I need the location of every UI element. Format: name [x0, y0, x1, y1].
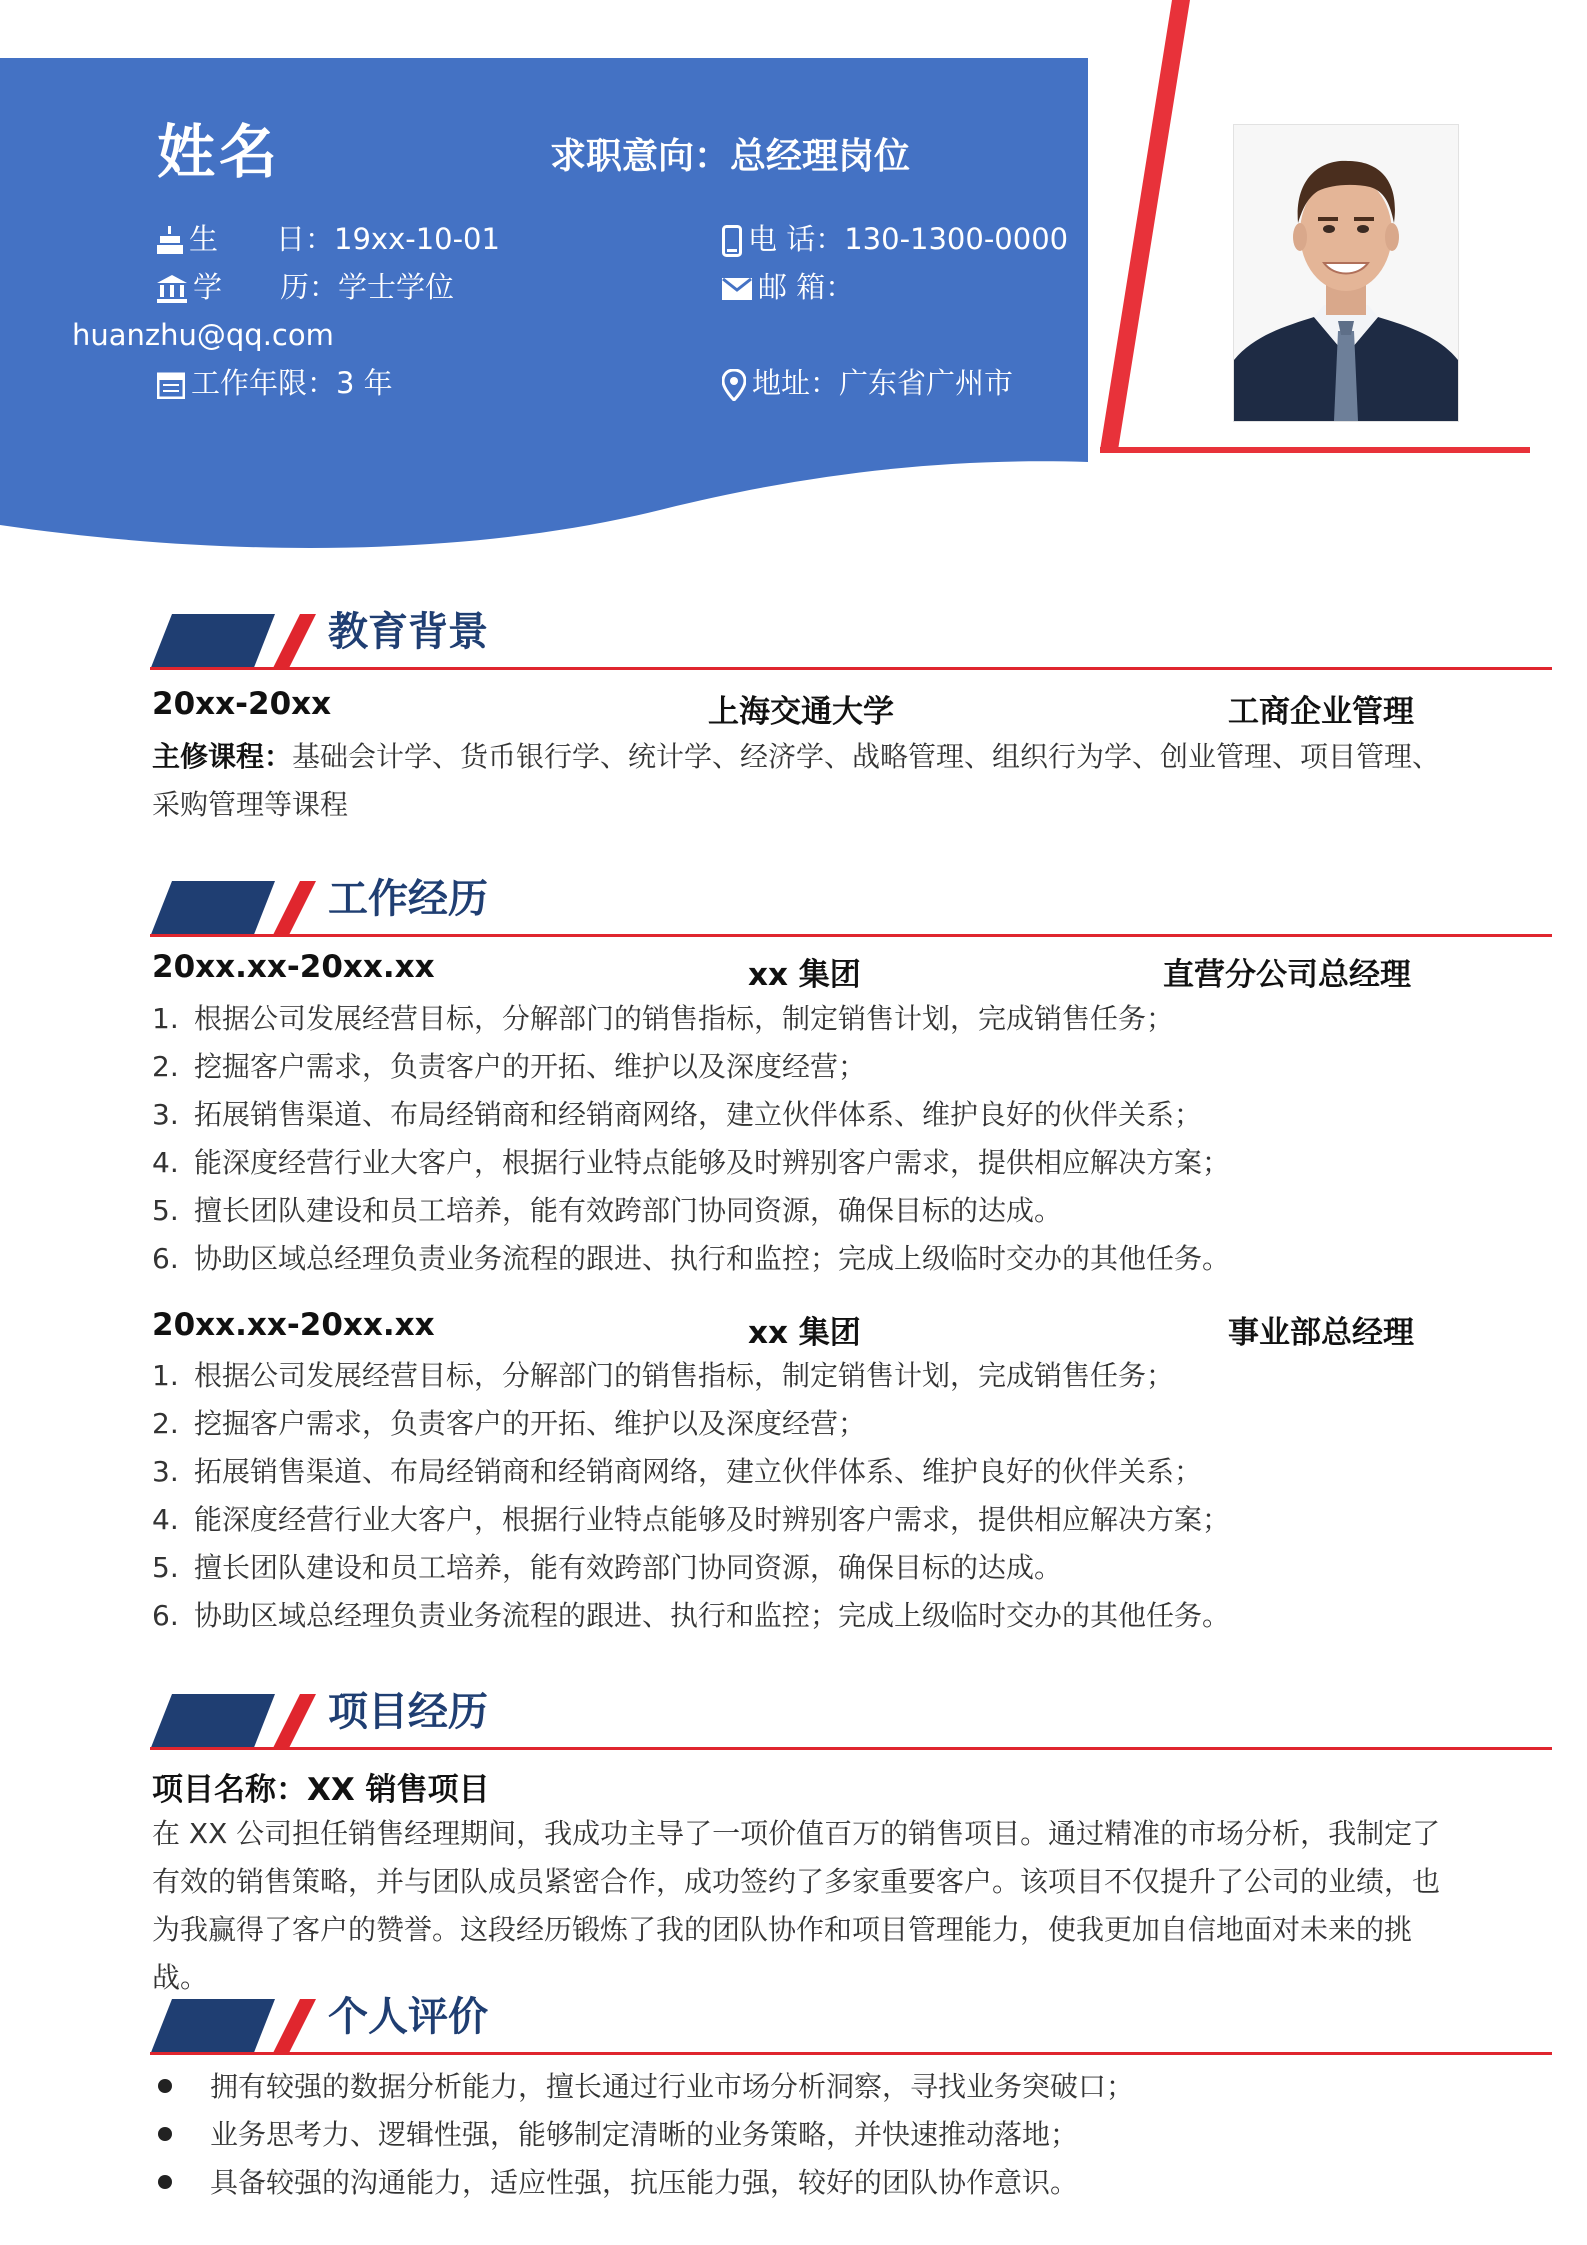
section-header-education — [150, 608, 1552, 670]
list-item: 1. 根据公司发展经营目标，分解部门的销售指标，制定销售计划，完成销售任务； — [152, 1359, 1175, 1392]
email-value: huanzhu@qq.com — [72, 318, 334, 352]
email-label: 邮 箱： — [758, 270, 855, 304]
person-name: 姓名 — [157, 118, 282, 186]
work-years-row — [157, 365, 393, 401]
list-item: 2. 挖掘客户需求，负责客户的开拓、维护以及深度经营； — [152, 1407, 867, 1440]
list-item: 4. 能深度经营行业大客户，根据行业特点能够及时辨别客户需求，提供相应解决方案； — [152, 1503, 1231, 1536]
work-entry-header — [152, 949, 1422, 993]
section-divider — [150, 1747, 1552, 1750]
section-title: 个人评价 — [328, 1994, 488, 2040]
education-period: 20xx-20xx — [152, 686, 332, 722]
education-text: 学 历：学士学位 — [193, 270, 455, 304]
section-header-project — [150, 1688, 1552, 1750]
email-row — [722, 269, 854, 305]
work-position: 直营分公司总经理 — [1163, 957, 1411, 993]
section-divider — [150, 667, 1552, 670]
education-row — [157, 269, 454, 305]
education-major: 工商企业管理 — [1228, 694, 1414, 730]
self-evaluation-list — [152, 2063, 1134, 2207]
address-text: 地址：广东省广州市 — [752, 366, 1014, 400]
cake-icon — [157, 226, 183, 256]
address-row — [722, 365, 1013, 401]
list-item: 1. 根据公司发展经营目标，分解部门的销售指标，制定销售计划，完成销售任务； — [152, 1002, 1175, 1035]
phone-row — [722, 221, 1068, 257]
work-years-text: 工作年限：3 年 — [191, 366, 393, 400]
education-entry — [152, 686, 1422, 730]
list-item: 业务思考力、逻辑性强，能够制定清晰的业务策略，并快速推动落地； — [152, 2111, 1134, 2159]
location-icon — [722, 369, 746, 401]
section-title: 工作经历 — [328, 876, 488, 922]
calendar-icon — [157, 371, 185, 399]
section-divider — [150, 2052, 1552, 2055]
list-item: 4. 能深度经营行业大客户，根据行业特点能够及时辨别客户需求，提供相应解决方案； — [152, 1146, 1231, 1179]
section-deco-icon — [150, 1694, 320, 1750]
red-underline — [1100, 447, 1530, 453]
red-slash — [1100, 0, 1190, 450]
section-deco-icon — [150, 1999, 320, 2055]
mail-icon — [722, 278, 752, 300]
section-header-self — [150, 1993, 1552, 2055]
phone-text: 电 话：130-1300-0000 — [748, 222, 1069, 256]
courses-line: 采购管理等课程 — [152, 788, 349, 821]
section-deco-icon — [150, 881, 320, 937]
courses-line: 基础会计学、货币银行学、统计学、经济学、战略管理、组织行为学、创业管理、项目管理、 — [292, 740, 1441, 773]
work-position: 事业部总经理 — [1228, 1315, 1414, 1351]
section-title: 教育背景 — [328, 609, 488, 655]
work-entry-header — [152, 1307, 1422, 1351]
phone-icon — [722, 225, 742, 257]
job-intent: 求职意向：总经理岗位 — [550, 136, 911, 177]
list-item: 6. 协助区域总经理负责业务流程的跟进、执行和监控；完成上级临时交办的其他任务。 — [152, 1599, 1231, 1632]
birth-row — [157, 221, 500, 257]
list-item: 2. 挖掘客户需求，负责客户的开拓、维护以及深度经营； — [152, 1050, 867, 1083]
bullet-icon — [158, 2175, 172, 2189]
bullet-icon — [158, 2079, 172, 2093]
list-item: 5. 擅长团队建设和员工培养，能有效跨部门协同资源，确保目标的达成。 — [152, 1551, 1063, 1584]
list-item: 3. 拓展销售渠道、布局经销商和经销商网络，建立伙伴体系、维护良好的伙伴关系； — [152, 1098, 1203, 1131]
courses-label: 主修课程： — [152, 740, 293, 773]
list-item: 5. 擅长团队建设和员工培养，能有效跨部门协同资源，确保目标的达成。 — [152, 1194, 1063, 1227]
section-deco-icon — [150, 614, 320, 670]
project-name: 项目名称：XX 销售项目 — [152, 1772, 490, 1808]
work-period: 20xx.xx-20xx.xx — [152, 1307, 435, 1343]
birth-text: 生 日：19xx-10-01 — [189, 222, 500, 256]
school-icon — [157, 275, 187, 303]
section-header-work — [150, 875, 1552, 937]
list-item: 6. 协助区域总经理负责业务流程的跟进、执行和监控；完成上级临时交办的其他任务。 — [152, 1242, 1231, 1275]
work-company: xx 集团 — [748, 1315, 861, 1351]
section-title: 项目经历 — [328, 1689, 488, 1735]
list-item: 具备较强的沟通能力，适应性强，抗压能力强，较好的团队协作意识。 — [152, 2159, 1134, 2207]
section-divider — [150, 934, 1552, 937]
work-duties — [152, 995, 1230, 1283]
work-duties — [152, 1352, 1230, 1640]
work-company: xx 集团 — [748, 957, 861, 993]
project-description: 在 XX 公司担任销售经理期间，我成功主导了一项价值百万的销售项目。通过精准的市场分析，我制定了 有效的销售策略，并与团队成员紧密合作，成功签约了多家重要客户。该项目不仅提升了公司的业绩，也 为我赢得了客户的赞誉。这段经历锻炼了我的团队协作和项目管理能力，使我更加自信地面对未来的挑战。 — [152, 1817, 1441, 1994]
education-school: 上海交通大学 — [708, 694, 894, 730]
bullet-icon — [158, 2127, 172, 2141]
education-courses — [152, 733, 1452, 829]
list-item: 拥有较强的数据分析能力，擅长通过行业市场分析洞察，寻找业务突破口； — [152, 2063, 1134, 2111]
list-item: 3. 拓展销售渠道、布局经销商和经销商网络，建立伙伴体系、维护良好的伙伴关系； — [152, 1455, 1203, 1488]
work-period: 20xx.xx-20xx.xx — [152, 949, 435, 985]
profile-photo — [1233, 124, 1459, 422]
